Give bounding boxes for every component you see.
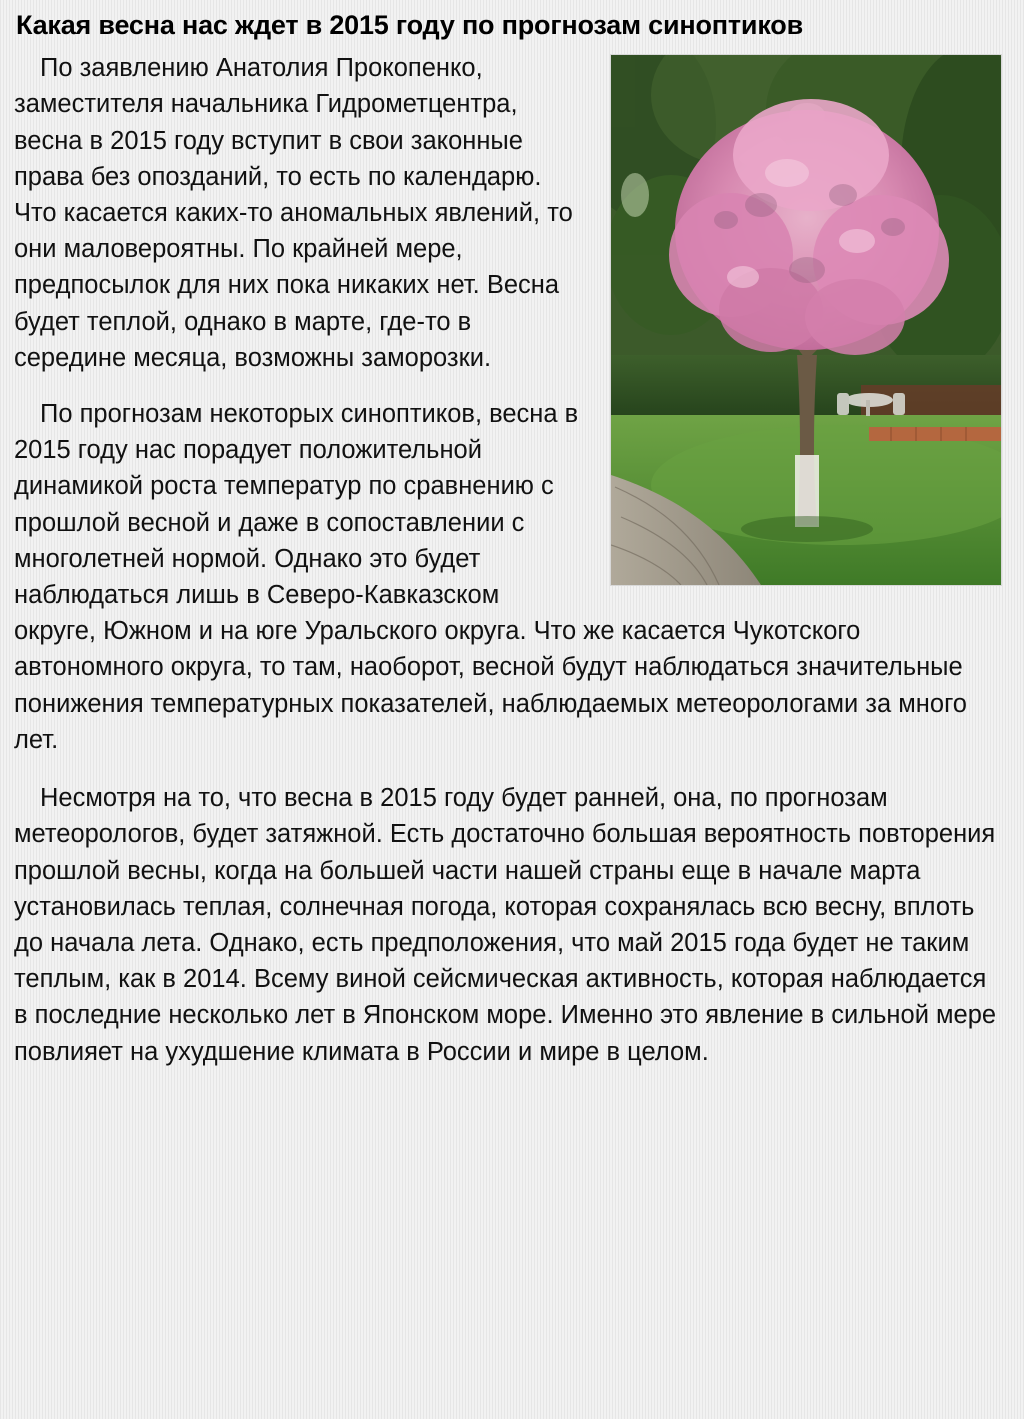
article-paragraph-3: Несмотря на то, что весна в 2015 году будет ранней, она, по прогнозам метеорологов, будет затяжной. Есть достаточно большая вероятность повторения прошлой весны, когда на большей части нашей страны еще в начале марта установилась теплая, солнечная погода, которая сохранялась всю весну, вплоть до начала лета. Однако, есть предположения, что май 2015 года будет не таким теплым, как в 2014. Всему виной сейсмическая активность, которая наблюдается в последние несколько лет в Японском море. Именно это явление в сильной мере повлияет на ухудшение климата в России и мире в целом. (14, 784, 997, 1066)
page-title: Какая весна нас ждет в 2015 году по прогнозам синоптиков (16, 10, 803, 40)
blossoming-pink-tree-photo (610, 54, 1002, 586)
article-paragraph-1: По заявлению Анатолия Прокопенко, заместителя начальника Гидрометцентра, весна в 2015 году вступит в свои законные права без опозданий, то есть по календарю. Что касается каких-то аномальных явлений, то они маловероятны. По крайней мере, предпосылок для них пока никаких нет. Весна будет теплой, однако в марте, где-то в середине месяца, возможны заморозки. (14, 54, 573, 372)
article-paragraph-2: По прогнозам некоторых синоптиков, весна в 2015 году нас порадует положительной динамикой роста температур по сравнению с прошлой весной и даже в сопоставлении с многолетней нормой. Однако это будет наблюдаться лишь в Северо-Кавказском округе, Южном и на юге Уральского округа. Что же касается Чукотского автономного округа, то там, наоборот, весной будут наблюдаться значительные понижения температурных показателей, наблюдаемых метеорологами за много лет. (14, 400, 967, 754)
article-body (14, 50, 1002, 1069)
